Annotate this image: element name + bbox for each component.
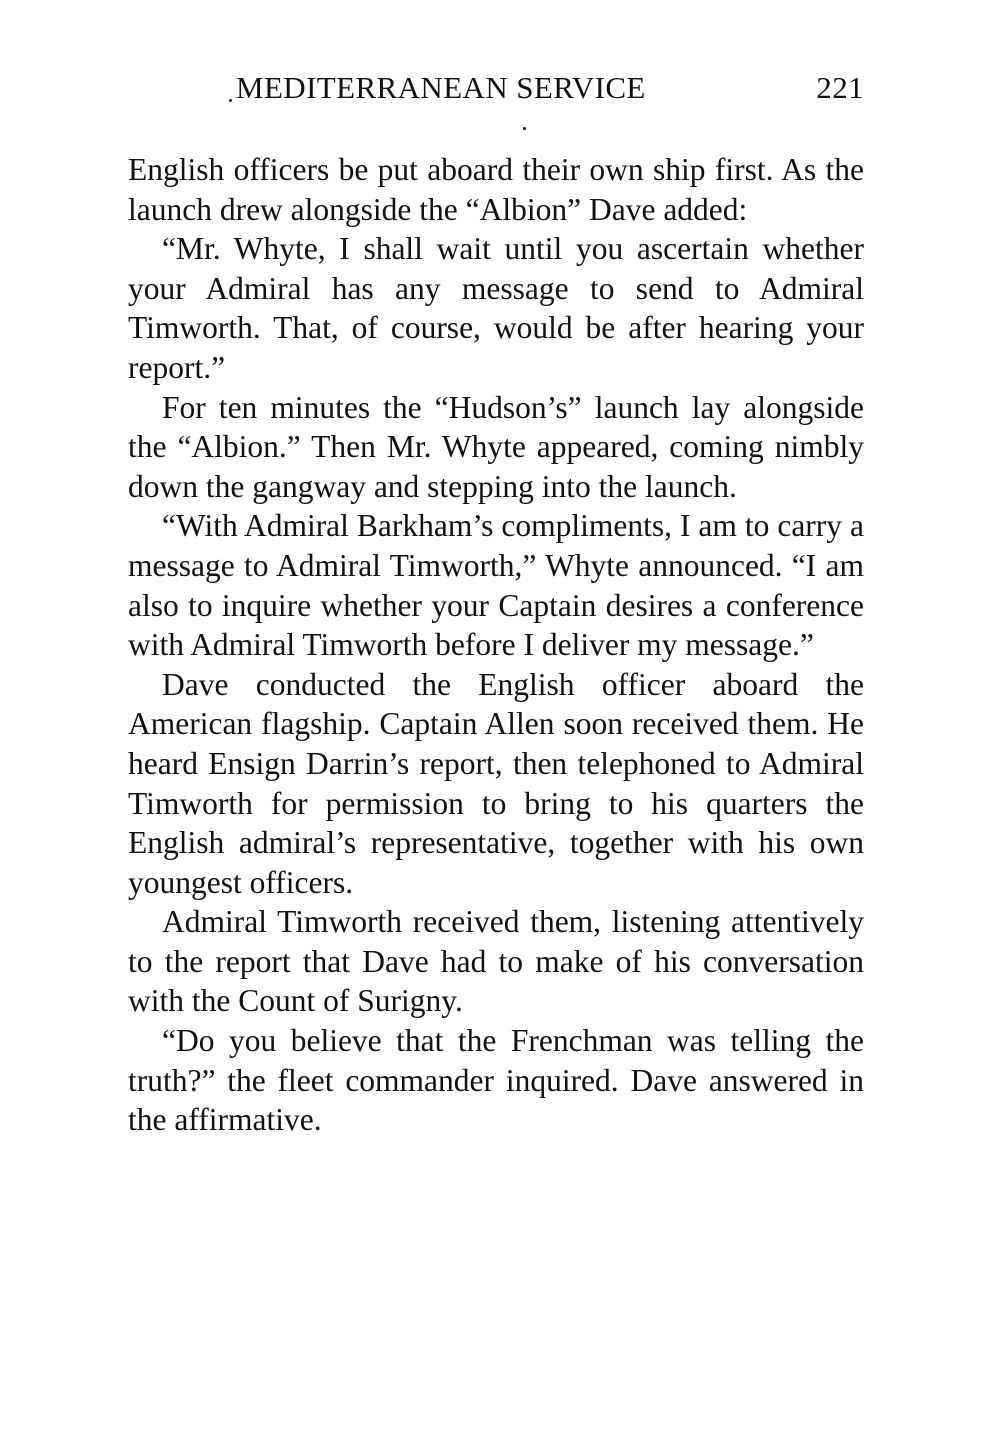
paragraph: “With Admiral Barkham’s compliments, I am to carry a message to Admiral Timworth,” Whyte announced. “I am also to inquire whether your Captain desires a conference with Admiral Timworth before I deliver my message.”: [128, 508, 864, 663]
body-text: [128, 150, 864, 1140]
print-speck: [523, 127, 526, 130]
paragraph: For ten minutes the “Hudson’s” launch lay alongside the “Albion.” Then Mr. Whyte appeared, coming nimbly down the gangway and stepping into the launch.: [128, 389, 864, 504]
running-title: MEDITERRANEAN SERVICE: [236, 70, 646, 105]
paragraph: “Mr. Whyte, I shall wait until you ascertain whether your Admiral has any message to send to Admiral Timworth. That, of course, would be after hearing your report.”: [128, 231, 864, 385]
paragraph: Dave conducted the English officer aboard the American flagship. Captain Allen soon received them. He heard Ensign Darrin’s report, then telephoned to Admiral Timworth for permission to bring to his quarters the English admiral’s representative, together with his own youngest officers.: [128, 666, 864, 900]
print-speck: [229, 99, 232, 102]
paragraph: “Do you believe that the Frenchman was telling the truth?” the fleet commander inquired. Dave answered in the affirmative.: [128, 1023, 864, 1138]
page-number: 221: [816, 70, 864, 105]
paragraph: English officers be put aboard their own ship first. As the launch drew alongside the “Albion” Dave added:: [128, 152, 864, 227]
paragraph: Admiral Timworth received them, listening attentively to the report that Dave had to make of his conversation with the Count of Surigny.: [128, 904, 864, 1019]
running-head: [128, 68, 864, 108]
